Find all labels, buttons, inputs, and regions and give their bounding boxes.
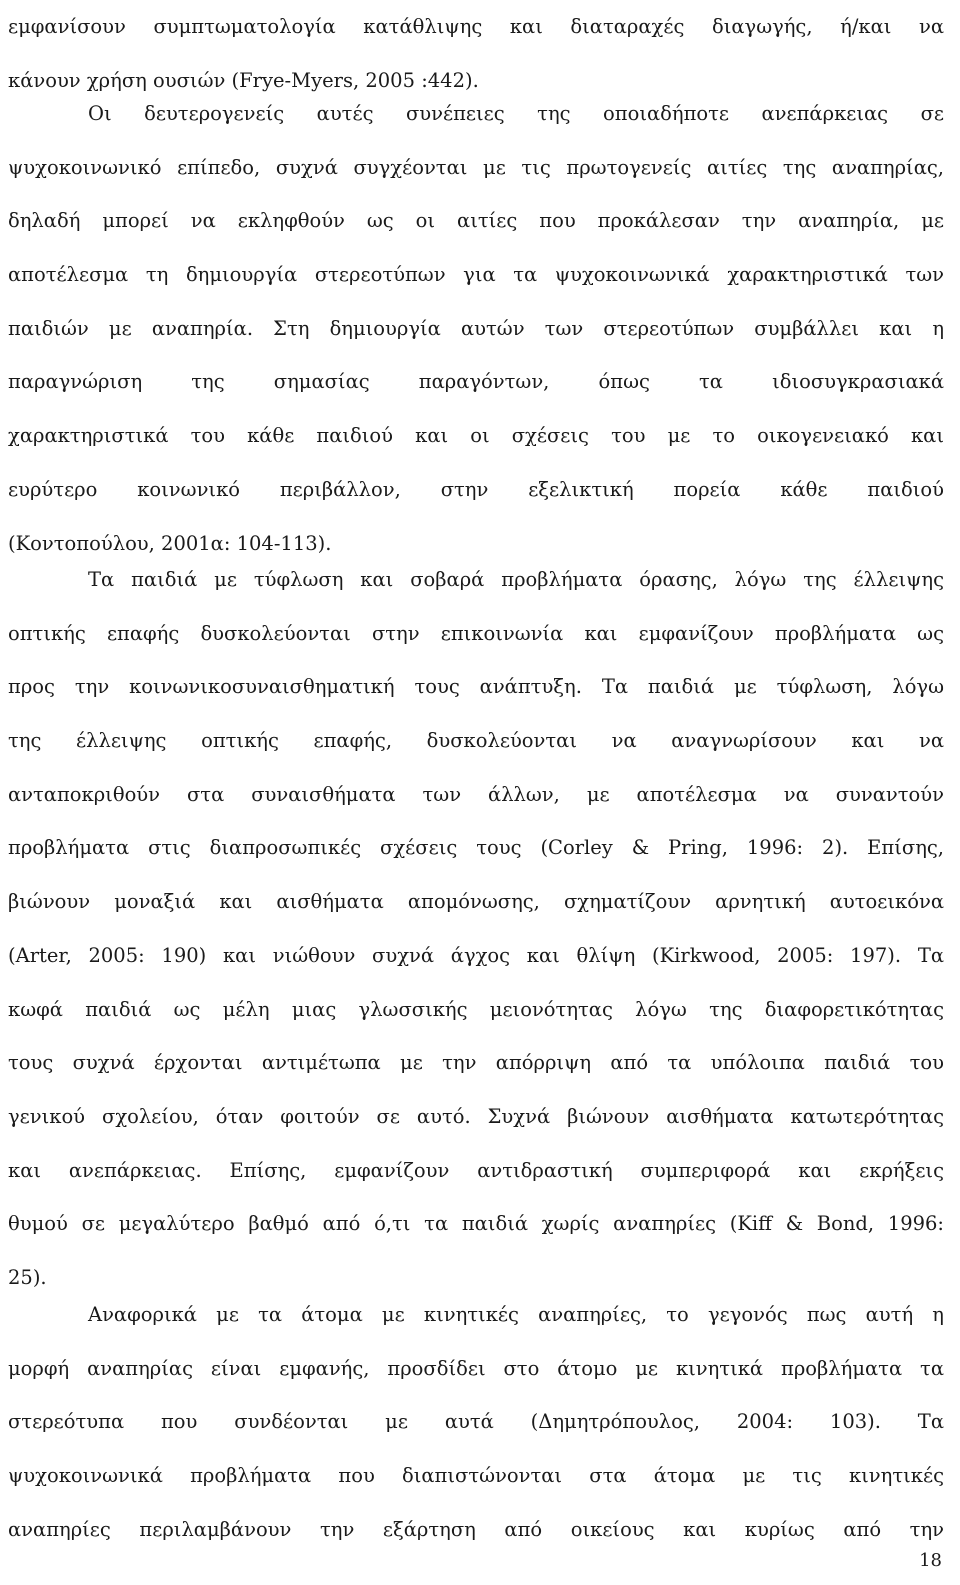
text-line: Οι δευτερογενείς αυτές συνέπειες της οποιαδήποτε ανεπάρκειας σε bbox=[88, 102, 944, 125]
text-line: Τα παιδιά με τύφλωση και σοβαρά προβλήματα όρασης, λόγω της έλλειψης bbox=[88, 568, 944, 591]
paragraph-3 bbox=[8, 553, 944, 1305]
text-line: προς την κοινωνικοσυναισθηματική τους ανάπτυξη. Τα παιδιά με τύφλωση, λόγω bbox=[8, 675, 944, 699]
text-line: ψυχοκοινωνικά προβλήματα που διαπιστώνονται στα άτομα με τις κινητικές bbox=[8, 1464, 944, 1488]
text-line: αποτέλεσμα τη δημιουργία στερεοτύπων για τα ψυχοκοινωνικά χαρακτηριστικά των bbox=[8, 263, 944, 287]
text-line: (Arter, 2005: 190) και νιώθουν συχνά άγχος και θλίψη (Kirkwood, 2005: 197). Τα bbox=[8, 943, 944, 967]
text-line: μορφή αναπηρίας είναι εμφανής, προσδίδει στο άτομο με κινητικά προβλήματα τα bbox=[8, 1356, 944, 1380]
text-line: και ανεπάρκειας. Επίσης, εμφανίζουν αντιδραστική συμπεριφορά και εκρήξεις bbox=[8, 1158, 944, 1182]
text-line: (Κοντοπούλου, 2001α: 104-113). bbox=[8, 531, 332, 555]
text-line: τους συχνά έρχονται αντιμέτωπα με την απόρριψη από τα υπόλοιπα παιδιά του bbox=[8, 1051, 944, 1075]
text-line: κωφά παιδιά ως μέλη μιας γλωσσικής μειονότητας λόγω της διαφορετικότητας bbox=[8, 997, 944, 1021]
text-line: γενικού σχολείου, όταν φοιτούν σε αυτό. Συχνά βιώνουν αισθήματα κατωτερότητας bbox=[8, 1104, 944, 1128]
text-line: στερεότυπα που συνδέονται με αυτά (Δημητρόπουλος, 2004: 103). Τα bbox=[8, 1410, 944, 1434]
text-line: αναπηρίες περιλαμβάνουν την εξάρτηση από οικείους και κυρίως από την bbox=[8, 1517, 944, 1541]
text-line: ευρύτερο κοινωνικό περιβάλλον, στην εξελικτική πορεία κάθε παιδιού bbox=[8, 477, 944, 501]
page-number: 18 bbox=[919, 1550, 942, 1571]
text-line: οπτικής επαφής δυσκολεύονται στην επικοινωνία και εμφανίζουν προβλήματα ως bbox=[8, 621, 944, 645]
text-line: 25). bbox=[8, 1265, 47, 1289]
text-line: προβλήματα στις διαπροσωπικές σχέσεις τους (Corley & Pring, 1996: 2). Επίσης, bbox=[8, 836, 944, 860]
paragraph-4 bbox=[8, 1288, 944, 1556]
text-line: βιώνουν μοναξιά και αισθήματα απομόνωσης, σχηματίζουν αρνητική αυτοεικόνα bbox=[8, 890, 944, 914]
text-line: εμφανίσουν συμπτωματολογία κατάθλιψης και διαταραχές διαγωγής, ή/και να bbox=[8, 15, 944, 38]
text-line: δηλαδή μπορεί να εκληφθούν ως οι αιτίες που προκάλεσαν την αναπηρία, με bbox=[8, 209, 944, 233]
text-line: ανταποκριθούν στα συναισθήματα των άλλων, με αποτέλεσμα να συναντούν bbox=[8, 782, 944, 806]
text-line: Αναφορικά με τα άτομα με κινητικές αναπηρίες, το γεγονός πως αυτή η bbox=[88, 1303, 944, 1326]
text-line: παιδιών με αναπηρία. Στη δημιουργία αυτών των στερεοτύπων συμβάλλει και η bbox=[8, 316, 944, 340]
text-line: κάνουν χρήση ουσιών (Frye-Myers, 2005 :442). bbox=[8, 68, 479, 92]
text-line: της έλλειψης οπτικής επαφής, δυσκολεύονται να αναγνωρίσουν και να bbox=[8, 729, 944, 753]
text-line: ψυχοκοινωνικό επίπεδο, συχνά συγχέονται με τις πρωτογενείς αιτίες της αναπηρίας, bbox=[8, 155, 944, 179]
text-line: παραγνώριση της σημασίας παραγόντων, όπως τα ιδιοσυγκρασιακά bbox=[8, 370, 944, 394]
text-line: θυμού σε μεγαλύτερο βαθμό από ό,τι τα παιδιά χωρίς αναπηρίες (Kiff & Bond, 1996: bbox=[8, 1212, 944, 1236]
text-line: χαρακτηριστικά του κάθε παιδιού και οι σχέσεις του με το οικογενειακό και bbox=[8, 424, 944, 448]
paragraph-2 bbox=[8, 87, 944, 570]
